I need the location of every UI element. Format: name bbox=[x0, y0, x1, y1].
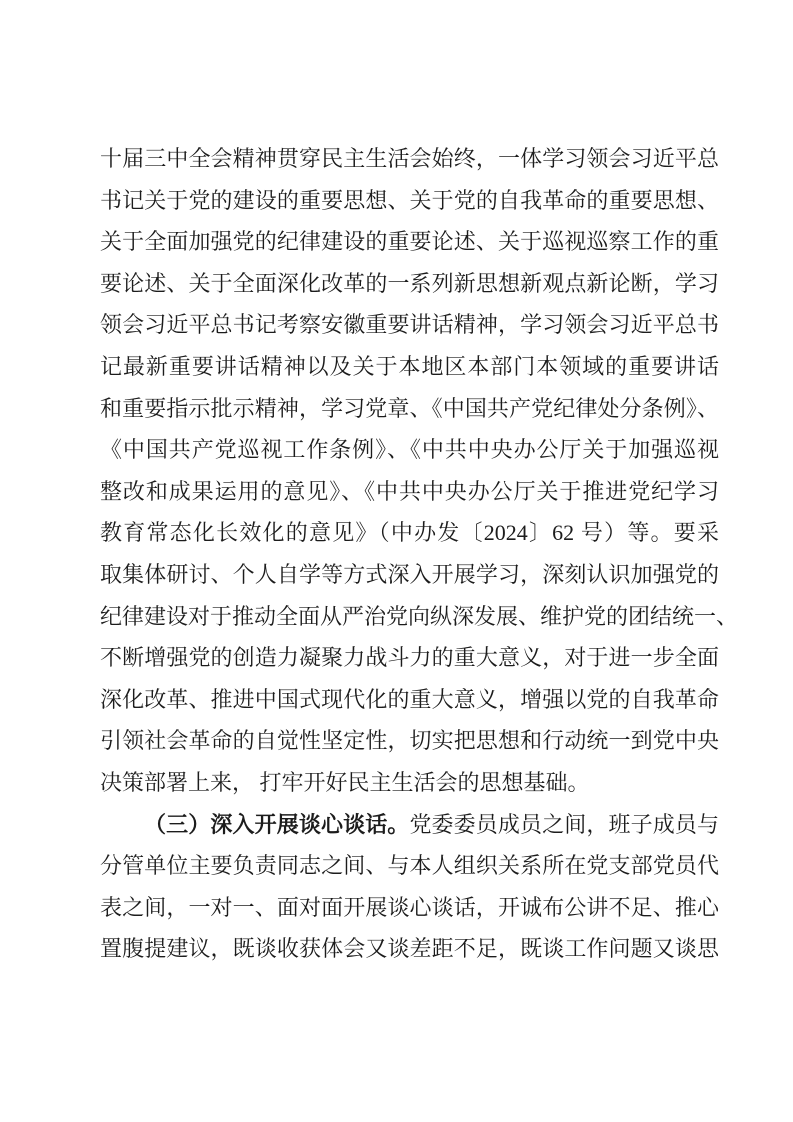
text-line-content: 不断增强党的创造力凝聚力战斗力的重大意义，对于进一步全面 bbox=[100, 645, 719, 671]
text-line bbox=[100, 512, 719, 554]
text-line-content: 关于全面加强党的纪律建设的重要论述、关于巡视巡察工作的重 bbox=[100, 229, 719, 255]
text-line-content: 书记关于党的建设的重要思想、关于党的自我革命的重要思想、 bbox=[100, 187, 719, 213]
text-line-content: 教育常态化长效化的意见》（中办发〔2024〕62 号）等。要采 bbox=[100, 520, 719, 546]
text-line bbox=[100, 180, 719, 222]
text-line bbox=[100, 720, 719, 762]
text-line bbox=[100, 263, 719, 305]
text-line bbox=[100, 845, 719, 887]
text-line-content: 要论述、关于全面深化改革的一系列新思想新观点新论断，学习 bbox=[100, 270, 719, 296]
text-line-content: 取集体研讨、个人自学等方式深入开展学习，深刻认识加强党的 bbox=[100, 561, 719, 587]
text-line-content: 记最新重要讲话精神以及关于本地区本部门本领域的重要讲话 bbox=[100, 353, 719, 379]
text-line bbox=[100, 304, 719, 346]
text-line bbox=[100, 554, 719, 596]
text-line bbox=[100, 928, 719, 970]
text-line-content: 决策部署上来， 打牢开好民主生活会的思想基础。 bbox=[100, 769, 590, 795]
text-line-content: 深化改革、推进中国式现代化的重大意义，增强以党的自我革命 bbox=[100, 686, 719, 712]
text-line-content: 引领社会革命的自觉性坚定性，切实把思想和行动统一到党中央 bbox=[100, 728, 719, 754]
text-line bbox=[100, 679, 719, 721]
text-line bbox=[100, 637, 719, 679]
text-line-content: 表之间，一对一、面对面开展谈心谈话，开诚布公讲不足、推心 bbox=[100, 894, 719, 920]
text-line-content: 置腹提建议，既谈收获体会又谈差距不足，既谈工作问题又谈思 bbox=[100, 936, 719, 962]
text-line-content: 分管单位主要负责同志之间、与本人组织关系所在党支部党员代 bbox=[100, 853, 719, 879]
text-line-content: 《中国共产党巡视工作条例》、《中共中央办公厅关于加强巡视 bbox=[100, 437, 719, 463]
paragraph-end-line bbox=[100, 762, 719, 804]
text-line-content: 党委委员成员之间，班子成员与 bbox=[409, 811, 719, 837]
section-heading: （三）深入开展谈心谈话。 bbox=[144, 811, 410, 837]
text-line bbox=[100, 887, 719, 929]
text-line bbox=[100, 429, 719, 471]
text-line-content: 领会习近平总书记考察安徽重要讲话精神，学习领会习近平总书 bbox=[100, 312, 719, 338]
text-line-content: 和重要指示批示精神，学习党章、《中国共产党纪律处分条例》、 bbox=[100, 395, 719, 421]
text-line bbox=[100, 138, 719, 180]
text-line bbox=[100, 596, 739, 638]
text-line bbox=[100, 471, 719, 513]
text-line-content: 纪律建设对于推动全面从严治党向纵深发展、维护党的团结统一、 bbox=[100, 603, 739, 629]
section-heading-line bbox=[100, 804, 719, 846]
text-line-content: 十届三中全会精神贯穿民主生活会始终，一体学习领会习近平总 bbox=[100, 146, 719, 171]
text-line bbox=[100, 388, 719, 430]
text-line bbox=[100, 221, 719, 263]
text-line-content: 整改和成果运用的意见》、《中共中央办公厅关于推进党纪学习 bbox=[100, 478, 719, 504]
text-line bbox=[100, 346, 719, 388]
document-text-block bbox=[100, 138, 739, 970]
